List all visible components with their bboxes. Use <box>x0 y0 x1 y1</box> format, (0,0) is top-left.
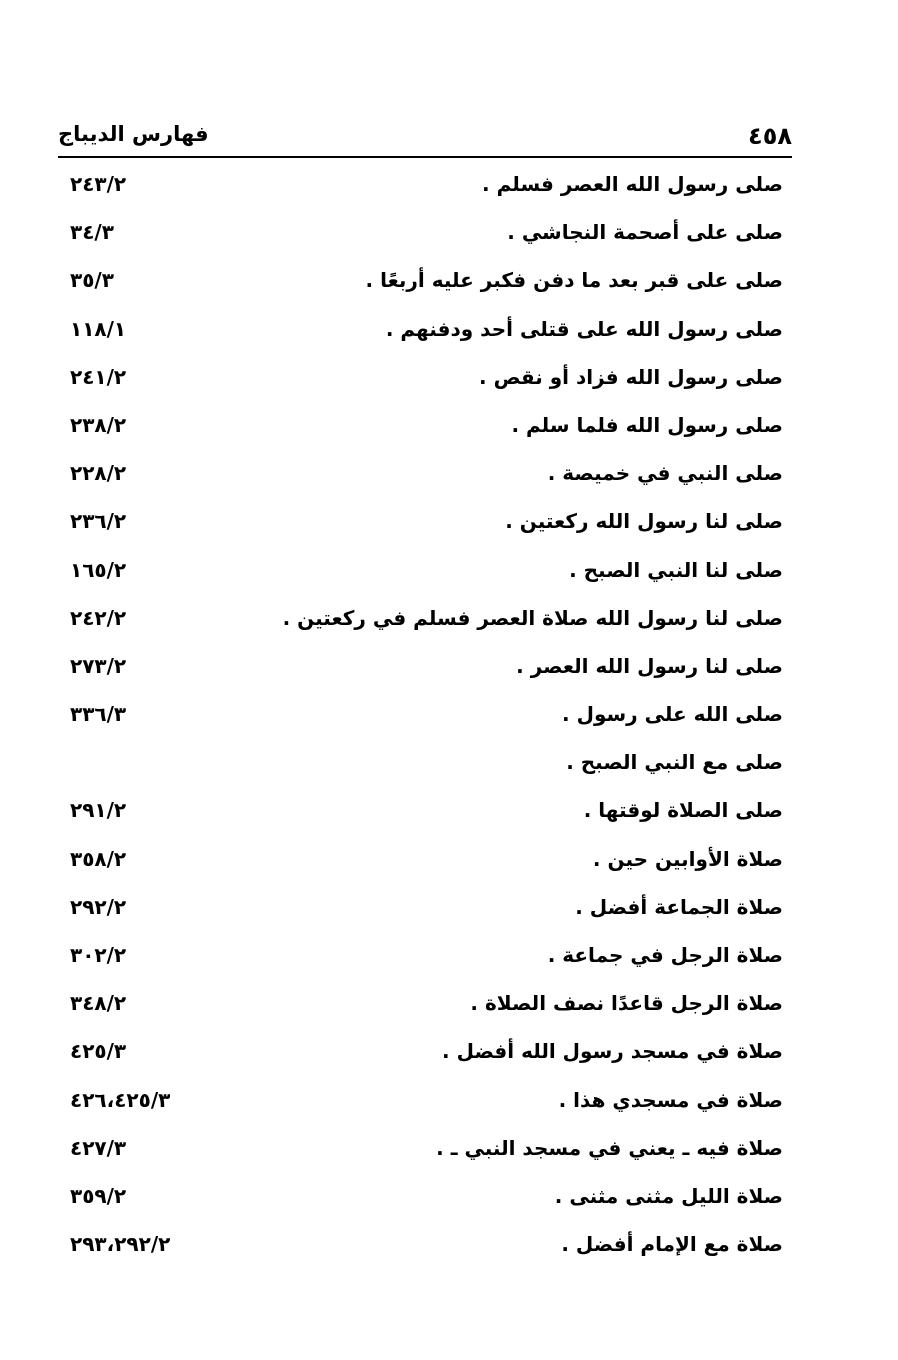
entry-text: صلاة فيه ـ يعني في مسجد النبي ـ . <box>436 1135 783 1160</box>
index-entry <box>0 931 898 979</box>
entry-text: صلى رسول الله فزاد أو نقص . <box>479 364 783 389</box>
index-entry <box>0 786 898 834</box>
entry-ref: ٢٤١/٢ <box>70 364 127 389</box>
entry-ref: ١٦٥/٢ <box>70 557 127 582</box>
entry-ref: ٢٧٣/٢ <box>70 653 127 678</box>
entry-text: صلى رسول الله على قتلى أحد ودفنهم . <box>385 316 783 341</box>
entry-text: صلى لنا النبي الصبح . <box>569 557 783 582</box>
index-entry <box>0 497 898 545</box>
index-entry <box>0 1172 898 1220</box>
entry-text: صلاة الجماعة أفضل . <box>575 894 783 919</box>
entry-text: صلاة في مسجد رسول الله أفضل . <box>442 1039 783 1064</box>
entry-ref: ٤٢٧/٣ <box>70 1135 127 1160</box>
page-header <box>58 118 792 154</box>
running-title: فهارس الديباج <box>58 122 209 146</box>
index-entry <box>0 642 898 690</box>
entry-text: صلى الصلاة لوقتها . <box>583 798 783 823</box>
page-number: ٤٥٨ <box>748 122 792 150</box>
index-entry <box>0 1124 898 1172</box>
entry-text: صلى على قبر بعد ما دفن فكبر عليه أربعًا . <box>365 268 783 293</box>
index-entry <box>0 1220 898 1268</box>
entry-text: صلى لنا رسول الله صلاة العصر فسلم في ركعتين . <box>282 605 783 630</box>
index-entry <box>0 1027 898 1075</box>
index-entry <box>0 449 898 497</box>
entry-text: صلاة الليل مثنى مثنى . <box>554 1183 783 1208</box>
entry-ref: ٢٩٢/٢ <box>70 894 127 919</box>
entry-ref: ٢٤٣/٢ <box>70 172 127 196</box>
entry-ref: ٢٩٣،٢٩٢/٢ <box>70 1232 171 1257</box>
entry-ref: ٣٣٦/٣ <box>70 702 127 727</box>
index-entry <box>0 979 898 1027</box>
index-entries <box>0 160 898 1268</box>
entry-ref: ٣٠٢/٢ <box>70 943 127 967</box>
entry-text: صلى رسول الله العصر فسلم . <box>482 172 783 196</box>
entry-text: صلاة الرجل قاعدًا نصف الصلاة . <box>470 991 783 1016</box>
entry-text: صلى النبي في خميصة . <box>547 461 783 486</box>
index-entry <box>0 546 898 594</box>
entry-ref: ١١٨/١ <box>70 316 127 341</box>
entry-text: صلى لنا رسول الله العصر . <box>516 653 783 678</box>
entry-text: صلاة في مسجدي هذا . <box>558 1087 783 1112</box>
index-entry <box>0 401 898 449</box>
index-entry <box>0 738 898 786</box>
entry-ref: ٢٣٦/٢ <box>70 509 127 534</box>
entry-ref: ٣٥/٣ <box>70 268 114 293</box>
entry-text: صلى رسول الله فلما سلم . <box>511 412 783 437</box>
entry-ref: ٣٥٨/٢ <box>70 846 127 871</box>
index-entry <box>0 353 898 401</box>
index-entry <box>0 594 898 642</box>
entry-text: صلى الله على رسول . <box>562 702 783 727</box>
index-entry <box>0 883 898 931</box>
entry-ref: ٣٤٨/٢ <box>70 991 127 1016</box>
entry-ref: ٤٢٥/٣ <box>70 1039 127 1064</box>
entry-text: صلى على أصحمة النجاشي . <box>507 220 783 245</box>
index-entry <box>0 160 898 208</box>
entry-ref: ٢٩١/٢ <box>70 798 127 823</box>
entry-text: صلاة الأوابين حين . <box>592 846 783 871</box>
entry-ref: ٤٢٦،٤٢٥/٣ <box>70 1087 171 1112</box>
header-rule <box>58 156 792 158</box>
index-entry <box>0 256 898 304</box>
entry-text: صلى مع النبي الصبح . <box>566 750 783 775</box>
entry-ref: ٣٥٩/٢ <box>70 1183 127 1208</box>
entry-ref: ٣٤/٣ <box>70 220 114 245</box>
entry-ref: ٢٢٨/٢ <box>70 461 127 486</box>
index-entry <box>0 690 898 738</box>
index-entry <box>0 1076 898 1124</box>
entry-text: صلاة الرجل في جماعة . <box>547 943 783 967</box>
entry-text: صلى لنا رسول الله ركعتين . <box>505 509 783 534</box>
entry-ref: ٢٤٢/٢ <box>70 605 127 630</box>
index-entry <box>0 305 898 353</box>
entry-text: صلاة مع الإمام أفضل . <box>561 1232 783 1257</box>
index-entry <box>0 835 898 883</box>
entry-ref: ٢٣٨/٢ <box>70 412 127 437</box>
index-entry <box>0 208 898 256</box>
